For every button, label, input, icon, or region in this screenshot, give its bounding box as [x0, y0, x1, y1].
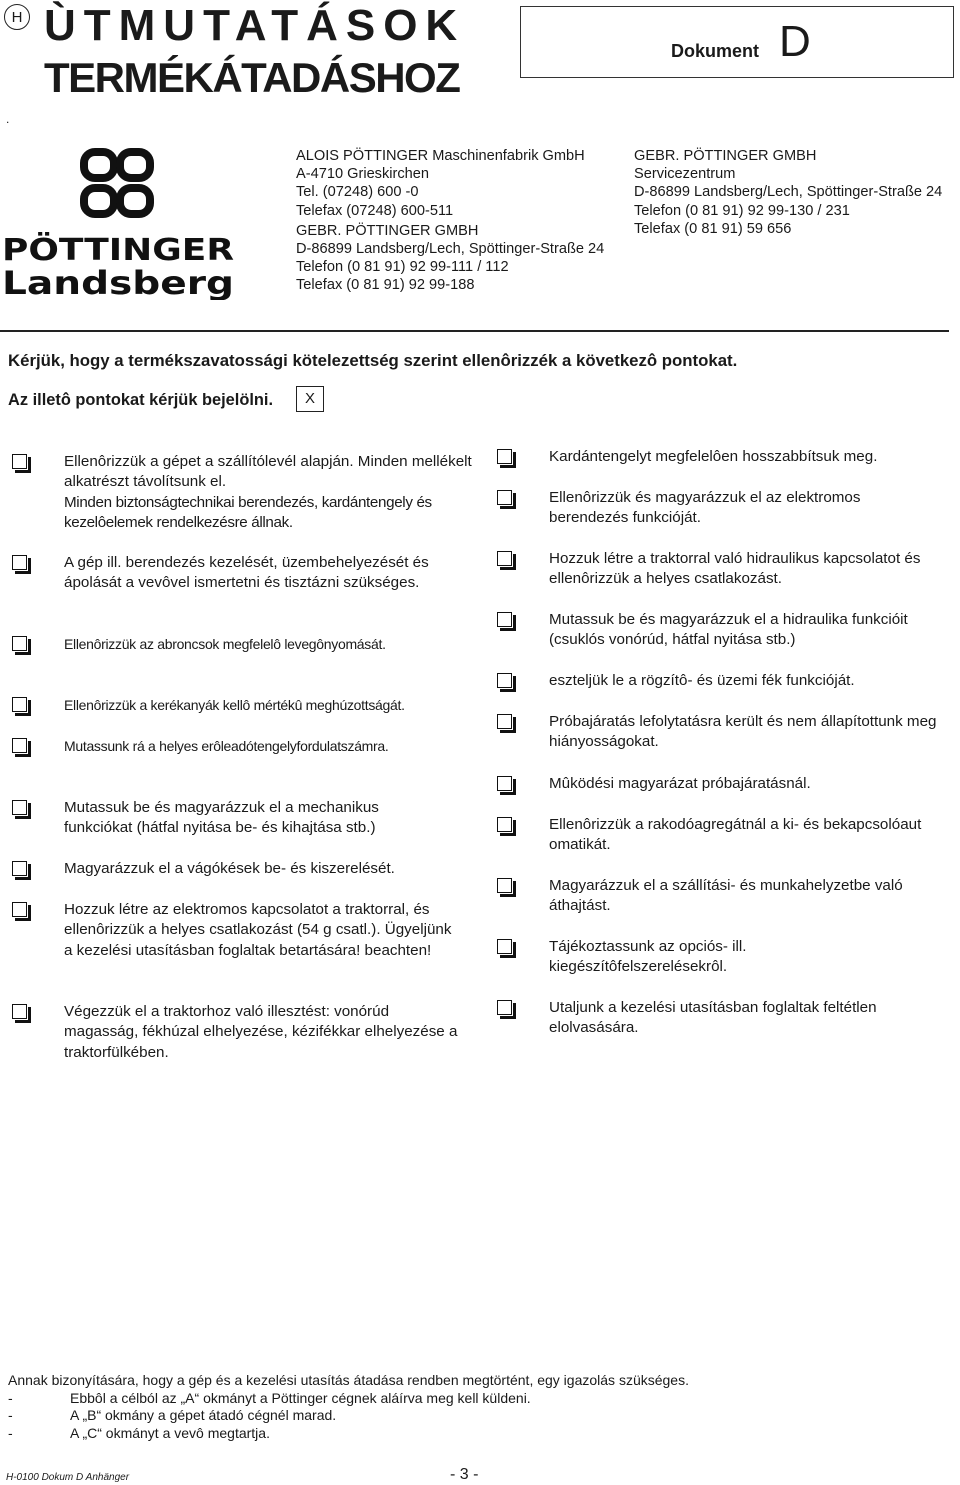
address-line: ALOIS PÖTTINGER Maschinenfabrik GmbH	[296, 148, 585, 164]
handover-bullet: - Ebbôl a célból az „A“ okmányt a Pöttinger cégnek aláírva meg kell küldeni.	[8, 1389, 531, 1406]
checkbox[interactable]	[12, 1004, 27, 1019]
document-code: H-0100 Dokum D Anhänger	[6, 1472, 130, 1483]
logo-brand-text: PÖTTINGER	[2, 233, 196, 268]
mark-instruction: Az illetô pontokat kérjük bejelölni.	[8, 391, 274, 409]
language-badge: H	[4, 4, 30, 30]
checklist-item-text: Végezzük el a traktorhoz való illesztést: vonórúd magasság, fékhúzal elhelyezése, kézifékkar elhelyezése a traktorfülkében.	[64, 1003, 458, 1061]
document-box	[520, 6, 954, 78]
handover-bullet: - A „C“ okmányt a vevô megtartja.	[8, 1424, 270, 1441]
checklist-item-text: Mutassuk be és magyarázzuk el a mechanikus funkciókat (hátfal nyitása be- és kihajtása stb.)	[64, 799, 379, 837]
checklist-item-text: Ellenôrizzük az abroncsok megfelelô levegônyomását.	[64, 636, 386, 652]
checklist-item-text: Próbajáratás lefolytatásra került és nem állapítottunk meg hiányosságokat.	[549, 713, 937, 751]
stray-dot: .	[6, 112, 10, 126]
checkbox[interactable]	[12, 738, 27, 753]
checkbox[interactable]	[12, 902, 27, 917]
checkbox[interactable]	[497, 490, 512, 505]
checklist-item-text: Kardántengelyt megfelelôen hosszabbítsuk meg.	[549, 448, 878, 465]
checklist-item-text: Magyarázzuk el a vágókések be- és kiszerelését.	[64, 860, 395, 877]
address-line: D-86899 Landsberg/Lech, Spöttinger-Straße 24	[634, 184, 943, 201]
checkbox[interactable]	[497, 939, 512, 954]
checkbox[interactable]	[12, 555, 27, 570]
checklist-item-text: Mutassuk be és magyarázzuk el a hidraulika funkcióit (csuklós vonórúd, hátfal nyitása stb.)	[549, 611, 908, 649]
checklist-item-text: A gép ill. berendezés kezelését, üzembehelyezését és ápolását a vevôvel ismertetni és tisztázni szükséges.	[64, 554, 429, 592]
checkbox[interactable]	[12, 861, 27, 876]
checkbox[interactable]	[497, 714, 512, 729]
handover-note	[8, 1372, 689, 1442]
checkbox[interactable]	[12, 636, 27, 651]
address-line: Telefax (07248) 600-511	[296, 202, 454, 219]
mark-example-box: X	[296, 386, 324, 412]
checkbox[interactable]	[497, 817, 512, 832]
checklist-item-text: Ellenôrizzük a rakodóagregátnál a ki- és bekapcsolóautomatikát.	[549, 816, 922, 854]
page-title-line1: ÙTMUTATÁSOK	[44, 1, 466, 50]
checkbox[interactable]	[497, 878, 512, 893]
checkbox[interactable]	[497, 612, 512, 627]
instruction-notice: Kérjük, hogy a termékszavatossági kötelezettség szerint ellenôrizzék a következô pontokat.	[8, 351, 738, 370]
checkbox[interactable]	[497, 776, 512, 791]
checklist-item-text: Magyarázzuk el a szállítási- és munkahelyzetbe való áthajtást.	[549, 877, 903, 915]
document-label: Dokument	[671, 41, 760, 61]
checkbox[interactable]	[497, 551, 512, 566]
section-divider	[0, 330, 949, 332]
checkbox[interactable]	[12, 454, 27, 469]
checklist-item-text: Ellenôrizzük a gépet a szállítólevél alapján. Minden mellékelt alkatrészt távolítsunk el. Minden biztonságtechnikai berendezés, kardántengely és kezelôelemek rendelkezésre állnak.	[64, 453, 472, 531]
address-line: GEBR. PÖTTINGER GMBH	[296, 222, 479, 239]
checklist-item-text: Utaljunk a kezelési utasításban foglaltak feltétlen elolvasására.	[549, 999, 877, 1037]
checkbox[interactable]	[12, 800, 27, 815]
checklist-item-text: eszteljük le a rögzítô- és üzemi fék funkcióját.	[549, 672, 855, 689]
checklist-item-text: Hozzuk létre az elektromos kapcsolatot a traktorral, és ellenôrizzük a helyes csatlakozást (54 g csatl.). Ügyeljünk a kezelési utasításban foglaltak betartására! beachten!	[64, 901, 452, 959]
checklist-item-text: Hozzuk létre a traktorral való hidraulikus kapcsolatot és ellenôrizzük a helyes csatlakozást.	[549, 550, 921, 588]
document-letter: D	[779, 17, 811, 66]
address-block-headquarters	[296, 147, 604, 295]
handover-intro: Annak bizonyítására, hogy a gép és a kezelési utasítás átadása rendben megtörtént, egy igazolás szükséges.	[8, 1372, 689, 1388]
address-line: D-86899 Landsberg/Lech, Spöttinger-Straße 24	[296, 240, 605, 257]
logo-location-text: Landsberg	[2, 264, 235, 300]
address-line: Tel. (07248) 600 -0	[296, 184, 419, 201]
checklist-item-text: Tájékoztassunk az opciós- ill. kiegészítôfelszerelésekrôl.	[549, 938, 747, 976]
checklist-item-text: Mutassunk rá a helyes erôleadótengelyfordulatszámra.	[64, 738, 389, 754]
page-title-line2: TERMÉKÁTADÁSHOZ	[44, 54, 460, 101]
pottinger-logo	[0, 148, 236, 300]
checklist-item-text: Mûködési magyarázat próbajáratásnál.	[549, 775, 811, 792]
handover-bullet: - A „B“ okmány a gépet átadó cégnél marad.	[8, 1407, 337, 1424]
page-number: - 3 -	[450, 1466, 479, 1483]
address-line: Telefax (0 81 91) 92 99-188	[296, 277, 475, 294]
address-line: Servicezentrum	[634, 166, 736, 183]
checkbox[interactable]	[497, 1000, 512, 1015]
address-block-service	[634, 147, 942, 238]
address-line: Telefon (0 81 91) 92 99-111 / 112	[296, 259, 509, 276]
checklist-item-text: Ellenôrizzük és magyarázzuk el az elektromos berendezés funkcióját.	[549, 489, 861, 527]
checkbox[interactable]	[497, 673, 512, 688]
checklist-item-text: Ellenôrizzük a kerékanyák kellô mértékû meghúzottságát.	[64, 697, 405, 713]
address-line: GEBR. PÖTTINGER GMBH	[634, 148, 817, 164]
checkbox[interactable]	[497, 449, 512, 464]
checkbox[interactable]	[12, 697, 27, 712]
address-line: Telefax (0 81 91) 59 656	[634, 220, 792, 237]
address-line: A-4710 Grieskirchen	[296, 166, 430, 183]
address-line: Telefon (0 81 91) 92 99-130 / 231	[634, 202, 850, 219]
